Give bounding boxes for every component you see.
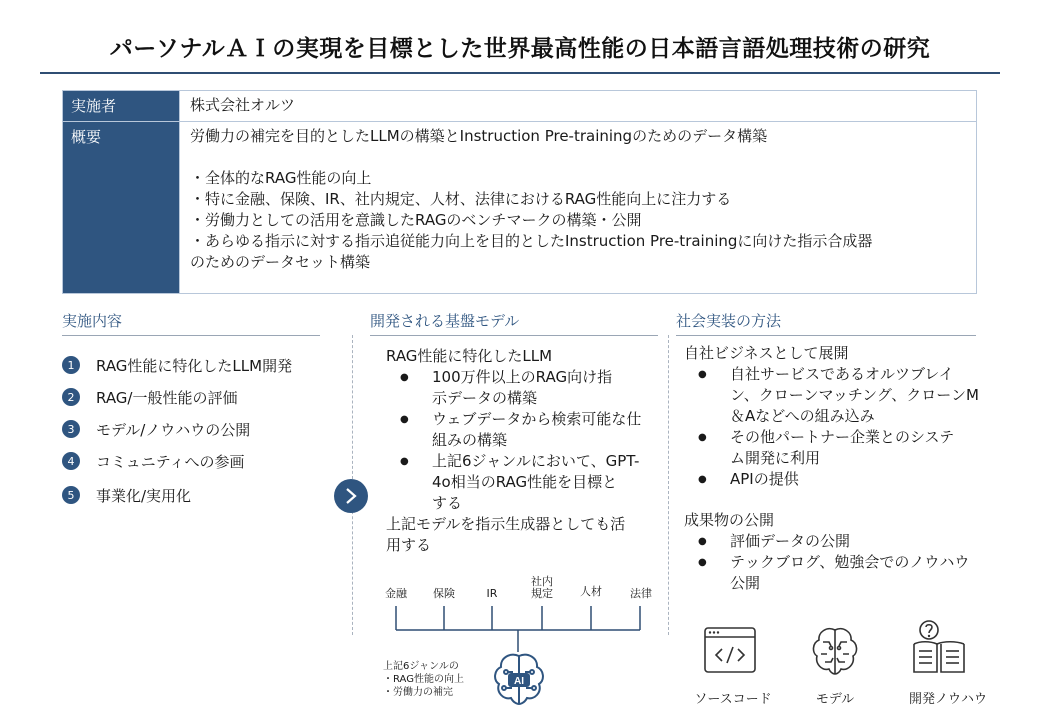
social-implementation-heading: 社会実装の方法 — [676, 310, 976, 336]
icon-label-model: モデル — [815, 692, 855, 707]
title-divider — [40, 72, 1000, 74]
genre-note — [383, 660, 464, 699]
bullet-line: ● 評価データの公開 — [730, 532, 851, 550]
bullet-line: ● 上記6ジャンルにおいて、GPT- — [432, 452, 640, 470]
group-title: 自社ビジネスとして展開 — [684, 344, 849, 362]
ai-brain-icon — [488, 648, 550, 710]
step-number: 5 — [62, 486, 80, 504]
foundation-tail-line: 用する — [386, 536, 432, 554]
chevron-right-icon — [343, 487, 359, 505]
bullet-line: する — [432, 494, 463, 512]
group1-bullets — [684, 364, 984, 490]
source-code-icon — [703, 626, 757, 676]
bullet-item — [684, 427, 984, 469]
step-number: 1 — [62, 356, 80, 374]
step-number: 4 — [62, 452, 80, 470]
executor-header: 実施者 — [63, 91, 180, 122]
bullet-line: ● 自社サービスであるオルツブレイ — [730, 365, 954, 383]
bullet-line: 公開 — [730, 574, 761, 592]
bullet-item — [684, 469, 984, 490]
note-line: 上記6ジャンルの — [383, 661, 459, 672]
note-line: ・労働力の補完 — [383, 687, 453, 698]
overview-line: のためのデータセット構築 — [190, 253, 371, 271]
overview-header: 概要 — [63, 122, 180, 294]
step-label: 事業化/実用化 — [96, 486, 192, 505]
group2-bullets — [684, 531, 984, 594]
step-label: コミュニティへの参画 — [96, 452, 245, 471]
icon-label-knowhow: 開発ノウハウ — [908, 692, 987, 707]
svg-text:AI: AI — [514, 676, 524, 687]
next-arrow-button[interactable] — [334, 479, 368, 513]
overview-line: ・労働力としての活用を意識したRAGのベンチマークの構築・公開 — [190, 211, 642, 229]
social-implementation-content — [684, 343, 984, 594]
bullet-line: ● APIの提供 — [730, 470, 799, 488]
page-title: パーソナルＡＩの実現を目標とした世界最高性能の日本語言語処理技術の研究 — [109, 36, 931, 62]
foundation-model-heading: 開発される基盤モデル — [370, 310, 658, 336]
bullet-line: 組みの構築 — [432, 431, 508, 449]
step-item — [62, 446, 292, 476]
bullet-line: ＆Aなどへの組み込み — [730, 407, 875, 425]
genre-label-finance: 金融 — [385, 587, 407, 600]
bullet-line: ン、クローンマッチング、クローンM — [730, 386, 979, 404]
overview-line: ・特に金融、保険、IR、社内規定、人材、法律におけるRAG性能向上に注力する — [190, 190, 732, 208]
step-label: モデル/ノウハウの公開 — [96, 420, 251, 439]
foundation-lead: RAG性能に特化したLLM — [386, 347, 553, 365]
bullet-line: ● その他パートナー企業とのシステ — [730, 428, 955, 446]
bullet-item — [386, 451, 666, 514]
note-line: ・RAG性能の向上 — [383, 674, 464, 685]
genre-label-internal-rules: 社内 規定 — [531, 575, 553, 600]
step-label: RAG性能に特化したLLM開発 — [96, 356, 293, 375]
bullet-line: ム開発に利用 — [730, 449, 821, 467]
step-number: 2 — [62, 388, 80, 406]
bullet-line: 示データの構築 — [432, 389, 538, 407]
bullet-item — [684, 531, 984, 552]
foundation-model-content — [386, 346, 666, 556]
step-item — [62, 480, 292, 510]
bullet-item — [684, 364, 984, 427]
bullet-item — [386, 409, 666, 451]
knowhow-book-icon — [910, 618, 968, 678]
info-table — [62, 90, 977, 294]
implementation-steps — [62, 350, 292, 512]
column-divider — [668, 335, 669, 635]
bullet-line: 4o相当のRAG性能を目標と — [432, 473, 618, 491]
bullet-line: ● テックブログ、勉強会でのノウハウ — [730, 553, 970, 571]
bullet-item — [386, 367, 666, 409]
overview-line: 労働力の補完を目的としたLLMの構築とInstruction Pre-trainingのためのデータ構築 — [190, 127, 768, 145]
brain-model-icon — [807, 624, 863, 678]
genre-label-insurance: 保険 — [433, 587, 455, 600]
group-title: 成果物の公開 — [684, 511, 775, 529]
overview-value — [180, 122, 977, 294]
step-item — [62, 350, 292, 380]
overview-line: ・全体的なRAG性能の向上 — [190, 169, 372, 187]
step-item — [62, 382, 292, 412]
step-label: RAG/一般性能の評価 — [96, 388, 238, 407]
bullet-item — [684, 552, 984, 594]
foundation-tail-line: 上記モデルを指示生成器としても活 — [386, 515, 626, 533]
executor-value: 株式会社オルツ — [180, 91, 977, 122]
bullet-line: ● ウェブデータから検索可能な仕 — [432, 410, 642, 428]
foundation-bullets — [386, 367, 666, 514]
icon-label-source-code: ソースコード — [694, 692, 772, 707]
implementation-heading: 実施内容 — [62, 310, 320, 336]
step-number: 3 — [62, 420, 80, 438]
bullet-line: ● 100万件以上のRAG向け指 — [432, 368, 613, 386]
step-item — [62, 414, 292, 444]
genre-label-hr: 人材 — [580, 585, 602, 598]
genre-label-law: 法律 — [630, 587, 652, 600]
genre-label-ir: IR — [486, 587, 498, 600]
overview-line: ・あらゆる指示に対する指示追従能力向上を目的としたInstruction Pre-trainingに向けた指示合成器 — [190, 232, 873, 250]
